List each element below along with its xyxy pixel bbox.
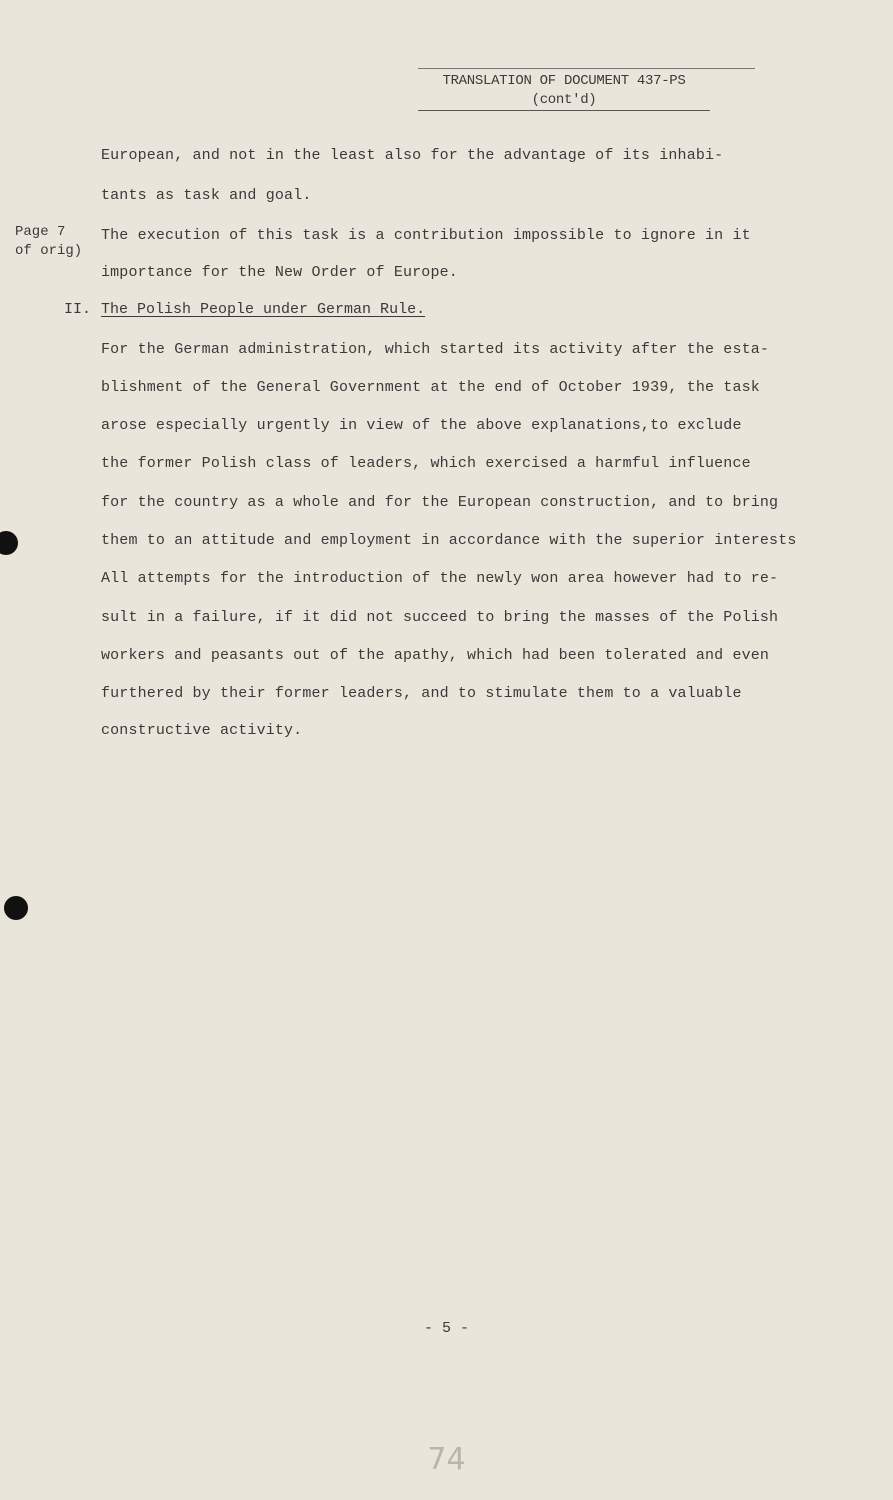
- header-bottom-rule: [418, 110, 710, 111]
- punch-hole: [4, 896, 28, 920]
- body-line: them to an attitude and employment in accordance with the superior interests: [101, 532, 797, 549]
- body-line: The execution of this task is a contribution impossible to ignore in it: [101, 227, 751, 244]
- body-line: European, and not in the least also for the advantage of its inhabi-: [101, 147, 724, 164]
- body-line: arose especially urgently in view of the above explanations,to exclude: [101, 417, 742, 434]
- section-title: The Polish People under German Rule.: [101, 301, 426, 318]
- body-line: constructive activity.: [101, 722, 303, 739]
- body-line: blishment of the General Government at the end of October 1939, the task: [101, 379, 760, 396]
- handwritten-page-number: 74: [427, 1442, 466, 1477]
- header-top-rule: [418, 68, 755, 69]
- body-line: the former Polish class of leaders, which exercised a harmful influence: [101, 455, 751, 472]
- section-heading: [64, 301, 425, 318]
- section-number: II.: [64, 301, 92, 318]
- body-line: tants as task and goal.: [101, 187, 312, 204]
- header-title: TRANSLATION OF DOCUMENT 437-PS: [442, 73, 686, 89]
- body-line: All attempts for the introduction of the newly won area however had to re-: [101, 570, 779, 587]
- body-line: furthered by their former leaders, and to stimulate them to a valuable: [101, 685, 742, 702]
- margin-note-orig: of orig): [15, 243, 83, 259]
- body-line: For the German administration, which started its activity after the esta-: [101, 341, 770, 358]
- margin-note-page: Page 7: [15, 224, 66, 240]
- body-line: for the country as a whole and for the European construction, and to bring: [101, 494, 779, 511]
- body-line: sult in a failure, if it did not succeed to bring the masses of the Polish: [101, 609, 779, 626]
- page-number: - 5 -: [423, 1320, 469, 1337]
- body-line: importance for the New Order of Europe.: [101, 264, 458, 281]
- header-continued: (cont'd): [531, 92, 597, 108]
- body-line: workers and peasants out of the apathy, which had been tolerated and even: [101, 647, 770, 664]
- punch-hole: [0, 531, 18, 555]
